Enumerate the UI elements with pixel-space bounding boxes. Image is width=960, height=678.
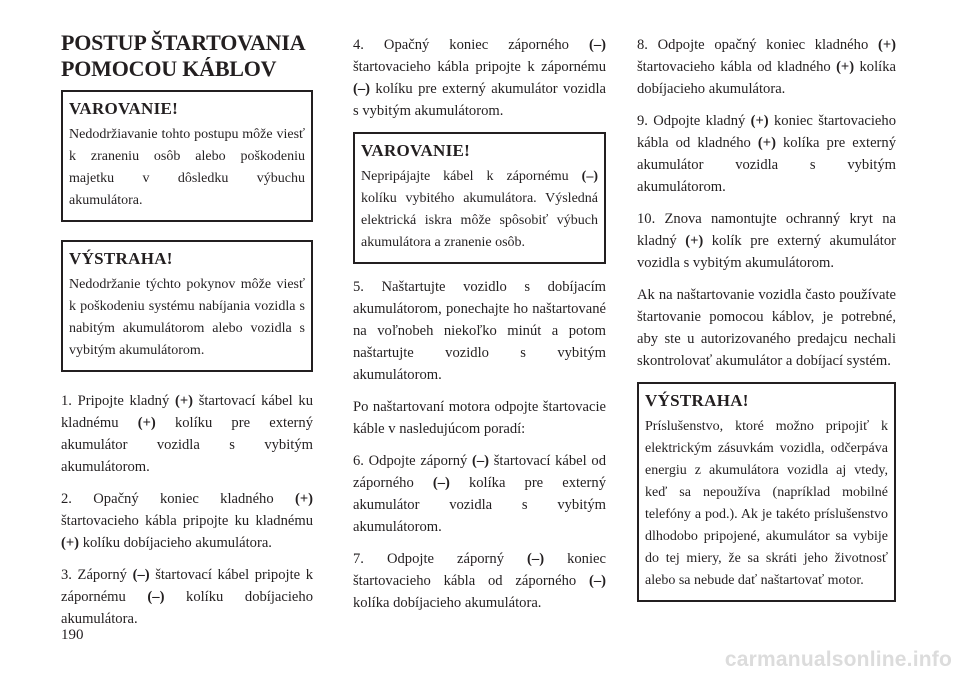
step-2: 2. Opačný koniec kladného (+) štartovacieho kábla pripojte ku kladnému (+) kolíku dobíjacieho akumulátora. xyxy=(61,491,313,551)
positive-symbol: (+) xyxy=(294,491,313,507)
dealer-note: Ak na naštartovanie vozidla často používate štartovanie pomocou káblov, je potrebné, aby ste u autorizovaného predajcu nechali skontrolovať akumulátor a dobíjací systém. xyxy=(637,287,896,369)
step-9: 9. Odpojte kladný (+) koniec štartovacieho kábla od kladného (+) kolíka pre externý akumulátor vozidla s vybitým akumulátorom. xyxy=(637,113,896,195)
warning-title: VAROVANIE! xyxy=(69,99,179,118)
negative-symbol: (–) xyxy=(147,589,165,605)
warning-text: Nedodržiavanie tohto postupu môže viesť k zraneniu osôb alebo poškodeniu majetku v dôsledku výbuchu akumulátora. xyxy=(69,127,305,208)
page-number: 190 xyxy=(61,627,84,643)
negative-symbol: (–) xyxy=(472,453,490,469)
page-title xyxy=(61,30,313,82)
negative-symbol: (–) xyxy=(588,37,606,53)
caution-text: Nedodržanie týchto pokynov môže viesť k poškodeniu systému nabíjania vozidla s nabitým akumulátorom alebo vozidla s vybitým akumulátorom. xyxy=(69,277,305,358)
negative-symbol: (–) xyxy=(432,475,450,491)
caution-title: VÝSTRAHA! xyxy=(645,391,749,410)
title-line-2: POMOCOU KÁBLOV xyxy=(61,56,277,81)
positive-symbol: (+) xyxy=(757,135,776,151)
negative-symbol: (–) xyxy=(527,551,545,567)
step-8: 8. Odpojte opačný koniec kladného (+) štartovacieho kábla od kladného (+) kolíka dobíjacieho akumulátora. xyxy=(637,37,896,97)
step-3: 3. Záporný (–) štartovací kábel pripojte k zápornému (–) kolíku dobíjacieho akumulátora. xyxy=(61,567,313,627)
caution-text: Príslušenstvo, ktoré možno pripojiť k elektrickým zásuvkám vozidla, odčerpáva energiu z akumulátora vozidla aj vtedy, keď sa nepoužíva (napríklad mobilné telefóny a pod.). Ak je takéto príslušenstvo dlhodobo pripojené, akumulátor sa vybije do tej miery, že sa skráti jeho životnosť alebo sa nebude dať naštartovať motor. xyxy=(645,419,888,588)
warning-box-explosion xyxy=(61,90,313,222)
warning-title: VAROVANIE! xyxy=(361,141,471,160)
step-4: 4. Opačný koniec záporného (–) štartovacieho kábla pripojte k zápornému (–) kolíku pre externý akumulátor vozidla s vybitým akumulátorom. xyxy=(353,37,606,119)
step-1: 1. Pripojte kladný (+) štartovací kábel ku kladnému (+) kolíku pre externý akumulátor vozidla s vybitým akumulátorom. xyxy=(61,393,313,475)
positive-symbol: (+) xyxy=(685,233,704,249)
disconnect-intro: Po naštartovaní motora odpojte štartovacie káble v nasledujúcom poradí: xyxy=(353,399,606,437)
positive-symbol: (+) xyxy=(836,59,855,75)
step-10: 10. Znova namontujte ochranný kryt na kladný (+) kolík pre externý akumulátor vozidla s vybitým akumulátorom. xyxy=(637,211,897,271)
step-6: 6. Odpojte záporný (–) štartovací kábel od záporného (–) kolíka pre externý akumulátor vozidla s vybitým akumulátorom. xyxy=(353,453,606,535)
column-left xyxy=(61,30,313,640)
negative-symbol: (–) xyxy=(588,573,606,589)
positive-symbol: (+) xyxy=(174,393,193,409)
positive-symbol: (+) xyxy=(137,415,156,431)
caution-title: VÝSTRAHA! xyxy=(69,249,173,268)
negative-symbol: (–) xyxy=(132,567,150,583)
warning-box-spark xyxy=(353,132,606,264)
positive-symbol: (+) xyxy=(750,113,769,129)
column-middle xyxy=(353,34,606,624)
step-5: 5. Naštartujte vozidlo s dobíjacím akumulátorom, ponechajte ho naštartované na voľnobeh niekoľko minút a potom naštartujte vozidlo s vybitým akumulátorom. xyxy=(353,279,606,383)
step-7: 7. Odpojte záporný (–) koniec štartovacieho kábla od záporného (–) kolíka dobíjacieho akumulátora. xyxy=(353,551,606,611)
positive-symbol: (+) xyxy=(61,535,80,551)
watermark: carmanualsonline.info xyxy=(724,648,952,671)
positive-symbol: (+) xyxy=(877,37,896,53)
warning-text: Nepripájajte kábel k zápornému (–) kolíku vybitého akumulátora. Výsledná elektrická iskra môže spôsobiť výbuch akumulátora a zranenie osôb. xyxy=(361,169,598,250)
negative-symbol: (–) xyxy=(353,81,371,97)
column-right xyxy=(637,34,896,614)
caution-box-charging xyxy=(61,240,313,372)
title-line-1: POSTUP ŠTARTOVANIA xyxy=(61,30,306,55)
caution-box-accessories xyxy=(637,382,896,602)
negative-symbol: (–) xyxy=(581,169,598,184)
